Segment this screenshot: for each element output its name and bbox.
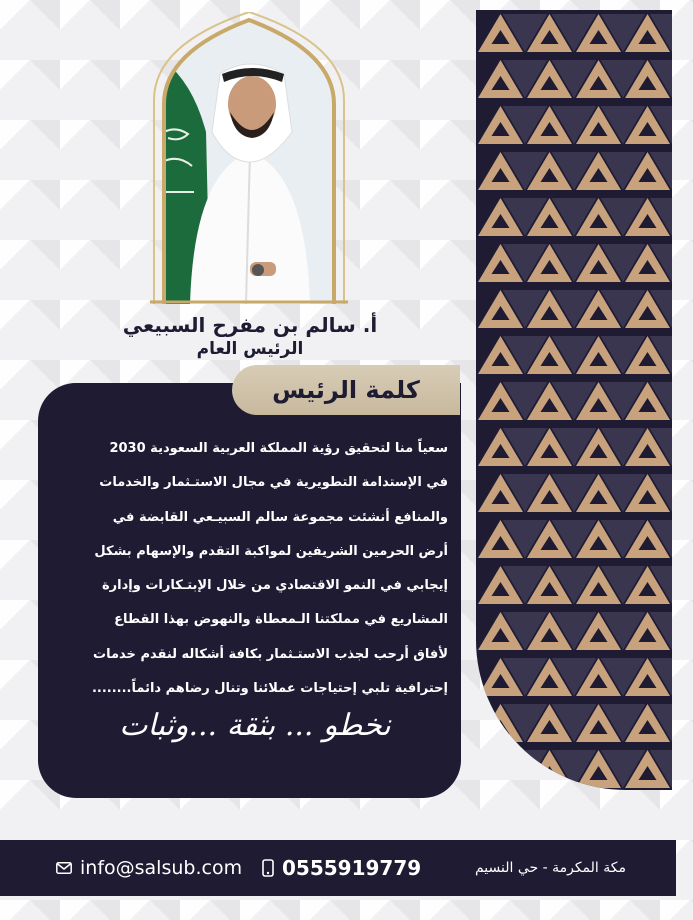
footer-email[interactable] [56,840,242,896]
decorative-pattern [476,10,672,790]
person-name: أ. سالم بن مفرح السبيعي [122,313,378,337]
message-line: إيجابي في النمو الاقتصادي من خلال الإبتـكارات وإدارة [101,578,448,594]
mobile-phone-icon [262,859,274,877]
person-title: الرئيس العام [196,339,304,359]
email-text: info@salsub.com [80,857,243,879]
portrait-frame [150,12,348,304]
phone-text: 0555919779 [282,856,422,880]
message-line: أرض الحرمين الشريفين لمواكبة التقدم والإسهام بشكل [94,543,448,559]
message-line: إحترافية تلبي إحتياجات عملائنا وتنال رضاهم دائماً........ [91,681,448,697]
section-heading: كلمة الرئيس [272,376,420,404]
slogan: نخطو ... بثقة ...وثبات [119,708,391,743]
message-line: سعياً منا لتحقيق رؤية المملكة العربية السعودية 2030 [109,441,448,456]
message-line: لأفاق أرحب لجذب الاستـثمار بكافة أشكاله لنقدم خدمات [93,646,448,662]
message-line: المشاريع في مملكتنا الـمعطاة والنهوض بهذا القطاع [114,612,448,628]
message-line: في الإستدامة التطويرية في مجال الاستـثمار والخدمات [99,475,448,491]
footer [0,840,676,896]
section-heading-tab [232,365,460,415]
triangle-pattern [476,10,672,790]
footer-phone[interactable] [262,840,421,896]
message-line: والمنافع أنشئت مجموعة سالم السبيـعي القابضة في [112,509,448,525]
person-info [120,312,380,360]
portrait-photo [150,12,348,304]
footer-address [475,840,626,896]
mail-icon [56,862,72,874]
address-text: مكة المكرمة - حي النسيم [474,860,626,876]
message-body [52,432,448,706]
